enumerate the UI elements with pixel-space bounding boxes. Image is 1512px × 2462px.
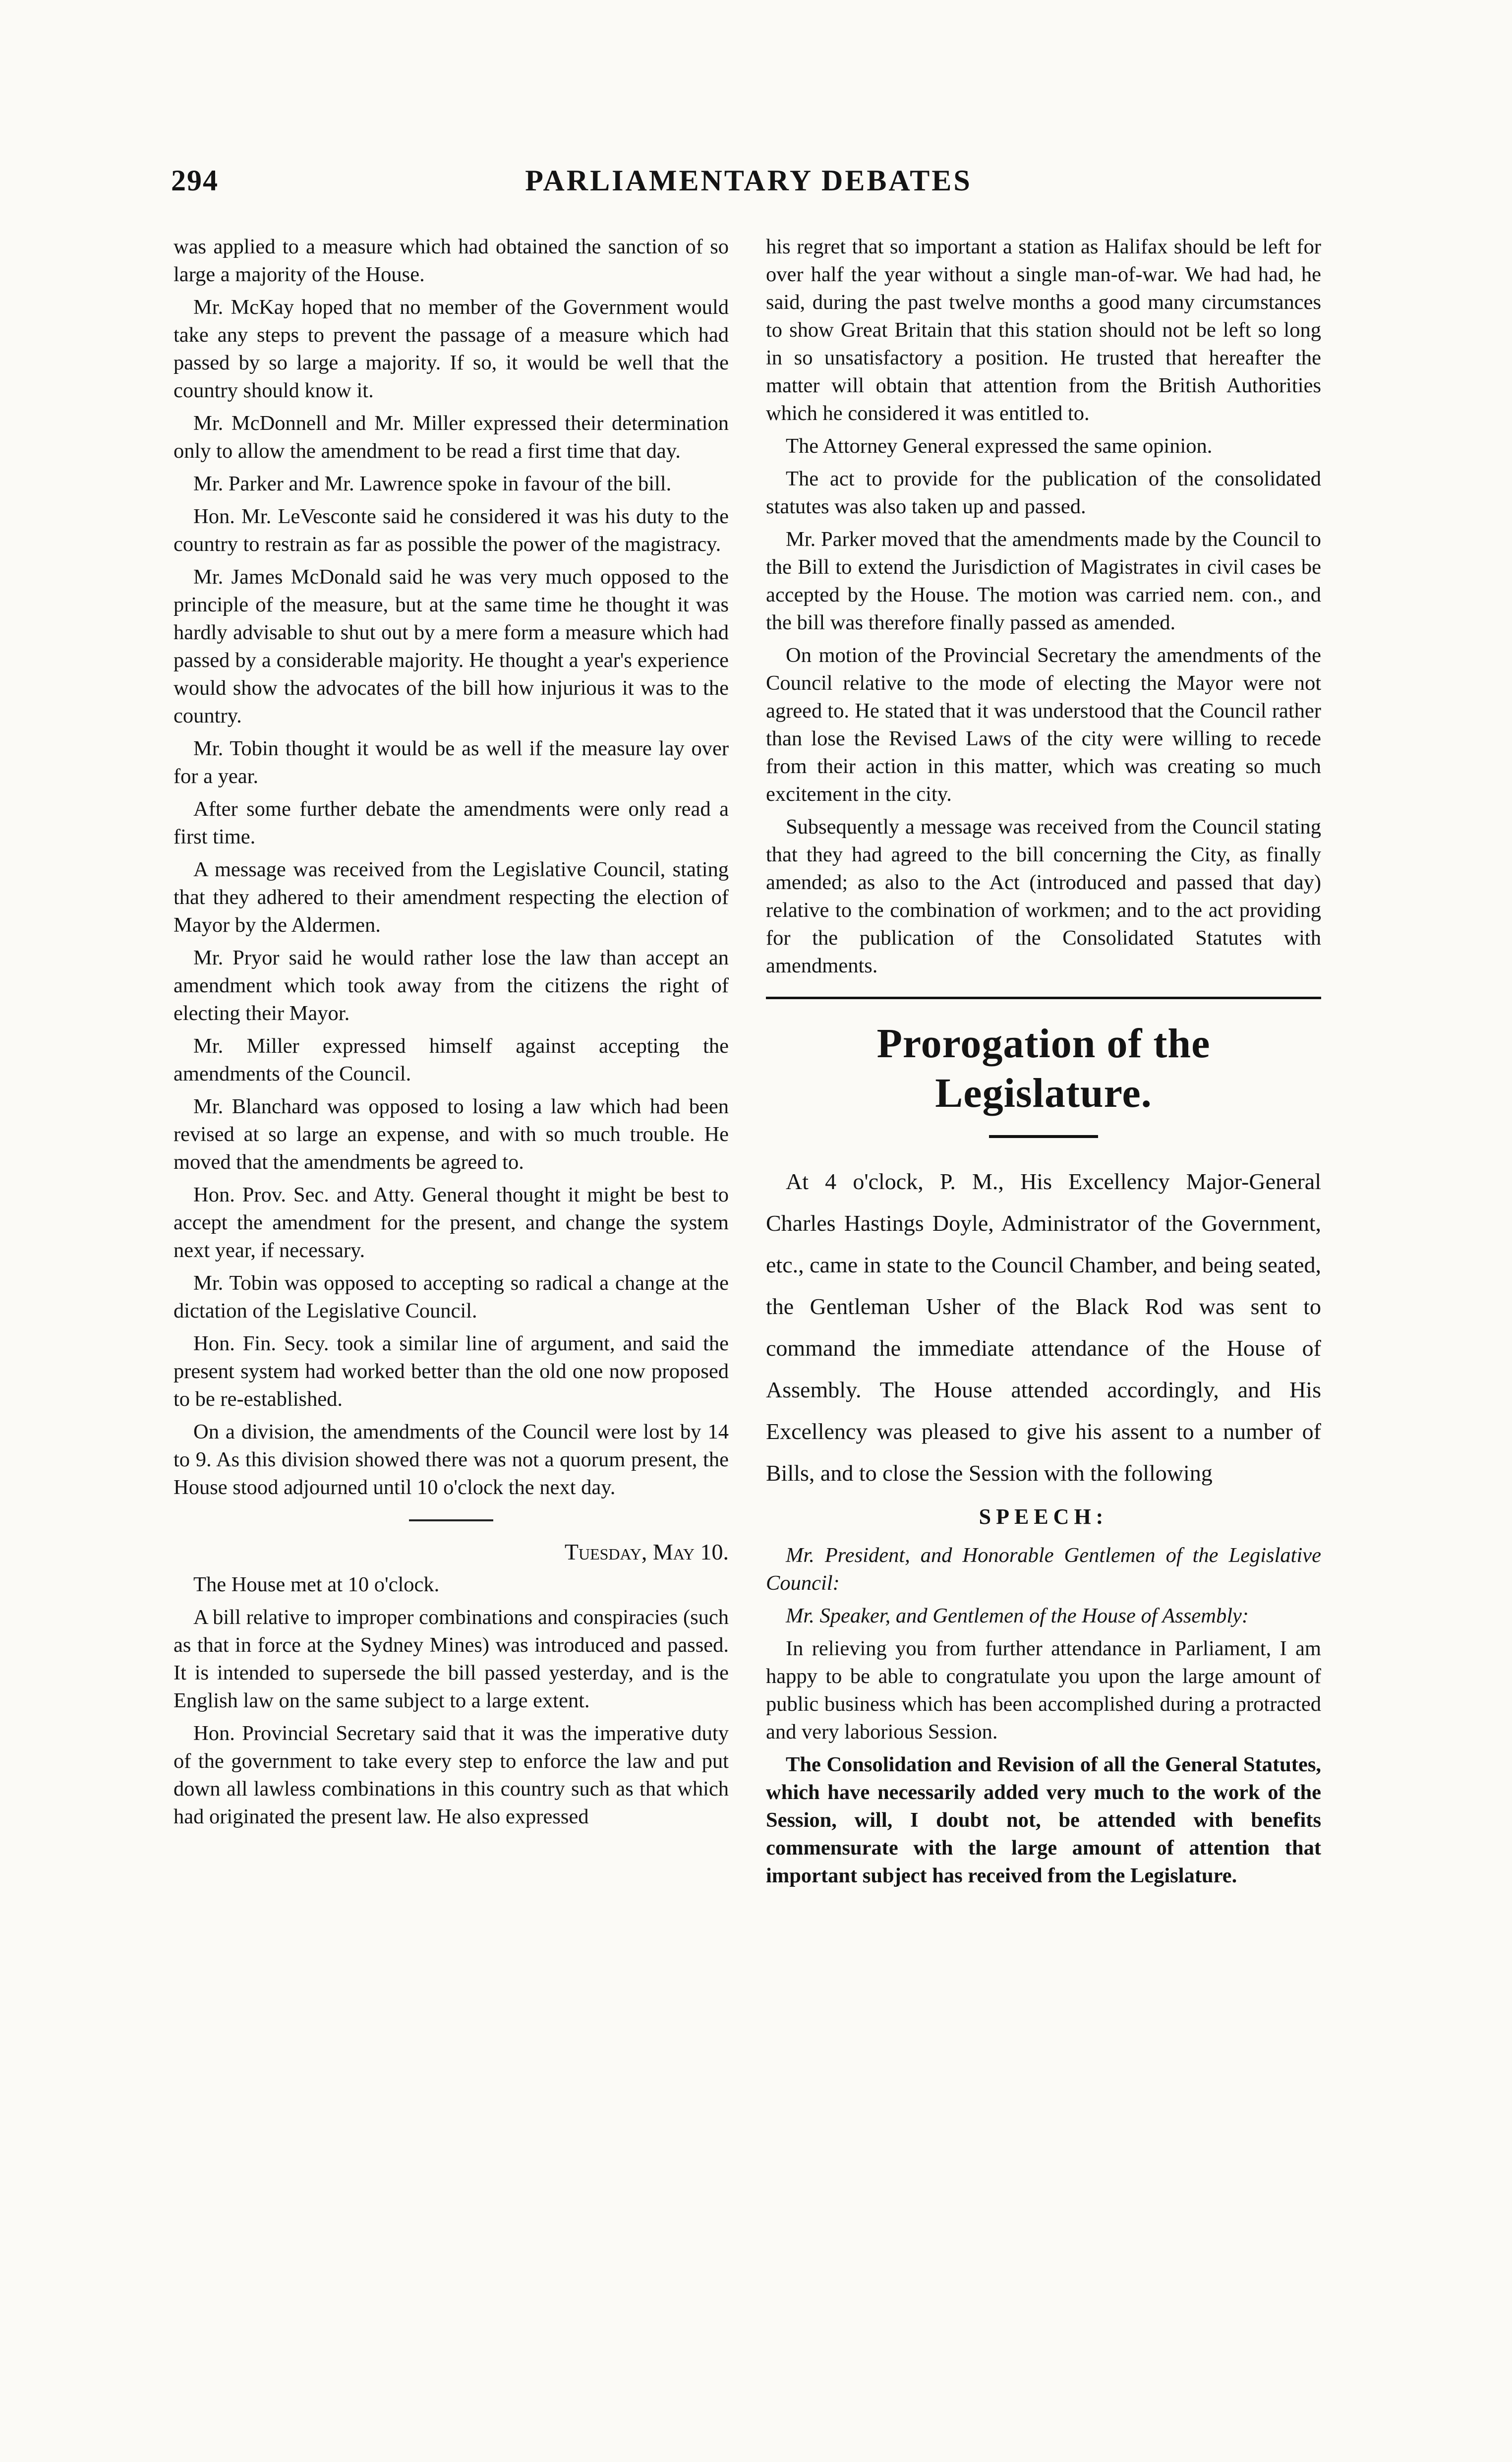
- title-underline: [989, 1135, 1098, 1138]
- paragraph: Subsequently a message was received from the Council stating that they had agreed to the bill concerning the City, as finally amended; as also to the Act (introduced and passed that day) relative to the combination of workmen; and to the act providing for the publication of the Consolidated Statutes with amendments.: [766, 815, 1321, 977]
- paragraph: Mr. Blanchard was opposed to losing a law which had been revised at so large an expense, and with so much trouble. He moved that the amendments be agreed to.: [174, 1095, 729, 1174]
- paragraph: Mr. Tobin thought it would be as well if the measure lay over for a year.: [174, 737, 729, 788]
- paragraph: The Consolidation and Revision of all the General Statutes, which have necessarily added very much to the work of the Session, will, I doubt not, be attended with benefits commensurate with the large amount of attention that important subject has received from the Legislature.: [766, 1753, 1321, 1887]
- prorogation-section: [766, 1161, 1321, 1494]
- paragraph: Hon. Mr. LeVesconte said he considered it was his duty to the country to restrain as far as possible the power of the magistracy.: [174, 505, 729, 556]
- paragraph: Hon. Prov. Sec. and Atty. General thought it might be best to accept the amendment for the present, and change the system next year, if necessary.: [174, 1183, 729, 1262]
- paragraph: Hon. Provincial Secretary said that it was the imperative duty of the government to take every step to enforce the law and put down all lawless combinations in this country such as that which had originated the present law. He also expressed: [174, 1722, 729, 1828]
- divider: [409, 1519, 493, 1521]
- right-column: [766, 233, 1321, 2360]
- paragraph: The Attorney General expressed the same opinion.: [786, 434, 1213, 458]
- section-title: Prorogation of the Legislature.: [876, 1021, 1211, 1116]
- paragraph: A message was received from the Legislative Council, stating that they adhered to their amendment respecting the election of Mayor by the Aldermen.: [174, 858, 729, 937]
- paragraph: Mr. James McDonald said he was very much opposed to the principle of the measure, but at the same time he thought it was hardly advisable to shut out by a mere form a measure which had passed by a considerable majority. He thought a year's experience would show the advocates of the bill how injurious it was to the country.: [174, 565, 729, 727]
- salutation-assembly: Mr. Speaker, and Gentlemen of the House of Assembly:: [786, 1604, 1249, 1627]
- paragraph: Mr. Parker moved that the amendments made by the Council to the Bill to extend the Jurisdiction of Magistrates in civil cases be accepted by the House. The motion was carried nem. con., and the bill was therefore finally passed as amended.: [766, 528, 1321, 634]
- running-head: PARLIAMENTARY DEBATES: [525, 164, 972, 197]
- paragraph: Mr. Pryor said he would rather lose the law than accept an amendment which took away from the citizens the right of electing their Mayor.: [174, 946, 729, 1025]
- paragraph: On a division, the amendments of the Council were lost by 14 to 9. As this division showed there was not a quorum present, the House stood adjourned until 10 o'clock the next day.: [174, 1420, 729, 1499]
- paragraph: The House met at 10 o'clock.: [193, 1573, 440, 1596]
- page-header: [171, 159, 1326, 213]
- paragraph: Hon. Fin. Secy. took a similar line of argument, and said the present system had worked better than the old one now proposed to be re-established.: [174, 1332, 729, 1411]
- section-divider: [766, 997, 1321, 999]
- paragraph: On motion of the Provincial Secretary the amendments of the Council relative to the mode of electing the Mayor were not agreed to. He stated that it was understood that the Council rather than lose the Revised Laws of the city were willing to recede from their action in this matter, which was creating so much excitement in the city.: [766, 644, 1321, 806]
- paragraph: In relieving you from further attendance in Parliament, I am happy to be able to congratulate you upon the large amount of public business which has been accomplished during a protracted and very laborious Session.: [766, 1637, 1321, 1743]
- paragraph: After some further debate the amendments were only read a first time.: [174, 797, 729, 848]
- paragraph: Mr. McKay hoped that no member of the Government would take any steps to prevent the passage of a measure which had passed by so large a majority. If so, it would be well that the country should know it.: [174, 296, 729, 402]
- left-column: [174, 233, 729, 2360]
- salutation-council: Mr. President, and Honorable Gentlemen of the Legislative Council:: [766, 1544, 1321, 1595]
- paragraph: The act to provide for the publication of the consolidated statutes was also taken up and passed.: [766, 467, 1321, 518]
- paragraph: Mr. Tobin was opposed to accepting so radical a change at the dictation of the Legislative Council.: [174, 1271, 729, 1322]
- paragraph: Mr. McDonnell and Mr. Miller expressed their determination only to allow the amendment to be read a first time that day.: [174, 412, 729, 463]
- paragraph: At 4 o'clock, P. M., His Excellency Major-General Charles Hastings Doyle, Administrator of the Government, etc., came in state to the Council Chamber, and being seated, the Gentleman Usher of the Black Rod was sent to command the immediate attendance of the House of Assembly. The House attended accordingly, and His Excellency was pleased to give his assent to a number of Bills, and to close the Session with the following: [766, 1169, 1321, 1486]
- paragraph: A bill relative to improper combinations and conspiracies (such as that in force at the Sydney Mines) was introduced and passed. It is intended to supersede the bill passed yesterday, and is the English law on the same subject to a large extent.: [174, 1606, 729, 1712]
- page-number: 294: [171, 164, 219, 197]
- speech-heading: SPEECH:: [979, 1504, 1108, 1529]
- date-line: Tuesday, May 10.: [564, 1539, 729, 1564]
- paragraph: was applied to a measure which had obtained the sanction of so large a majority of the House.: [174, 235, 729, 286]
- paragraph: his regret that so important a station as Halifax should be left for over half the year without a single man-of-war. We had had, he said, during the past twelve months a good many circumstances to show Great Britain that this station should not be left so long in so unsatisfactory a position. He trusted that hereafter the matter will obtain that attention from the British Authorities which he considered it was entitled to.: [766, 235, 1321, 425]
- paragraph: Mr. Parker and Mr. Lawrence spoke in favour of the bill.: [193, 472, 672, 495]
- paragraph: Mr. Miller expressed himself against accepting the amendments of the Council.: [174, 1034, 729, 1085]
